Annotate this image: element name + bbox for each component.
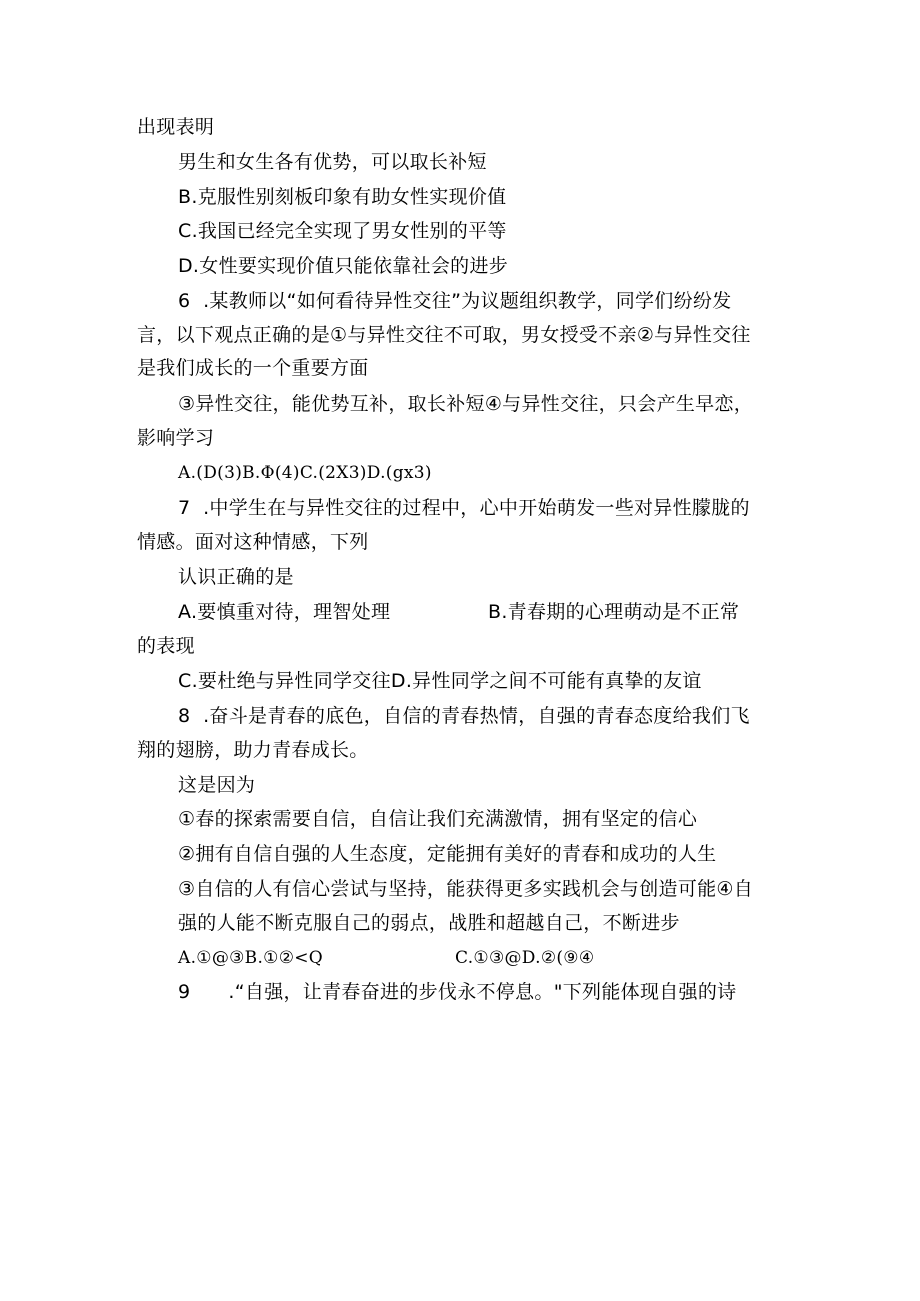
text-line: 认识正确的是	[178, 566, 294, 588]
question-6: 6 .某教师以“如何看待异性交往”为议题组织教学，同学们纷纷发	[178, 290, 732, 312]
statement-3: ③自信的人有信心尝试与坚持，能获得更多实践机会与创造可能④自	[178, 878, 754, 900]
option-b: B.克服性别刻板印象有助女性实现价值	[178, 186, 507, 208]
text-line: 出现表明	[137, 116, 215, 138]
option-a: A.要慎重对待，理智处理	[178, 601, 391, 623]
text-line: 男生和女生各有优势，可以取长补短	[178, 151, 487, 173]
answer-options-8-ab: A.①@③B.①②<Q	[178, 948, 324, 968]
text-line: 这是因为	[178, 774, 256, 796]
text-line: 影响学习	[137, 427, 215, 449]
text-line: 是我们成长的一个重要方面	[137, 357, 369, 379]
question-8: 8 .奋斗是青春的底色，自信的青春热情，自强的青春态度给我们飞	[178, 705, 750, 727]
text-line: ③异性交往，能优势互补，取长补短④与异性交往，只会产生早恋，	[178, 393, 754, 415]
text-line: 的表现	[137, 635, 195, 657]
text-line: 情感。面对这种情感，下列	[137, 531, 369, 553]
text-line: 强的人能不断克服自己的弱点，战胜和超越自己，不断进步	[178, 912, 680, 934]
question-9: 9 .“自强，让青春奋进的步伐永不停息。"下列能体现自强的诗	[178, 981, 737, 1003]
statement-2: ②拥有自信自强的人生态度，定能拥有美好的青春和成功的人生	[178, 843, 717, 865]
option-d: D.女性要实现价值只能依靠社会的进步	[178, 255, 509, 277]
option-c: C.我国已经完全实现了男女性别的平等	[178, 220, 507, 242]
text-line: 言，以下观点正确的是①与异性交往不可取，男女授受不亲②与异性交往	[137, 324, 751, 346]
text-line: 翔的翅膀，助力青春成长。	[137, 739, 369, 761]
statement-1: ①春的探索需要自信，自信让我们充满激情，拥有坚定的信心	[178, 808, 698, 830]
answer-options-6: A.(D(3)B.Φ(4)C.(2X3)D.(gx3)	[178, 463, 432, 483]
question-7: 7 .中学生在与异性交往的过程中，心中开始萌发一些对异性朦胧的	[178, 497, 750, 519]
option-b: B.青春期的心理萌动是不正常	[488, 601, 740, 623]
options-c-d: C.要杜绝与异性同学交往D.异性同学之间不可能有真挚的友谊	[178, 670, 702, 692]
answer-options-8-cd: C.①③@D.②(⑨④	[455, 948, 595, 968]
